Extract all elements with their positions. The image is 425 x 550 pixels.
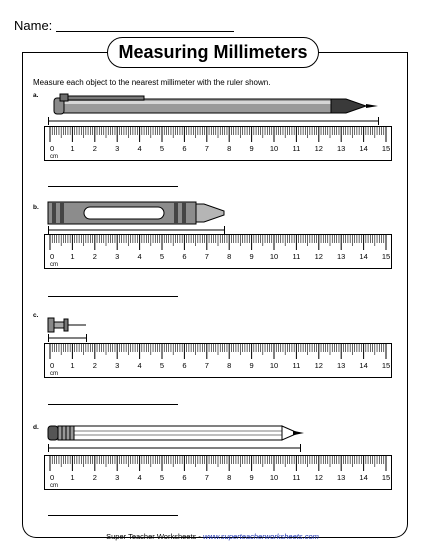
answer-line-a[interactable]	[48, 186, 178, 187]
ruler-label: 11	[292, 473, 301, 482]
instructions: Measure each object to the nearest millimeter with the ruler shown.	[33, 78, 271, 87]
ruler-label: 5	[159, 473, 165, 482]
ruler-label: 0	[50, 252, 55, 261]
ruler-unit: cm	[50, 262, 58, 268]
ruler-label: 5	[159, 252, 165, 261]
ruler-label: 6	[182, 252, 187, 261]
ruler-label: 9	[249, 144, 254, 153]
ruler-label: 15	[381, 361, 391, 370]
ruler-label: 1	[70, 252, 75, 261]
ruler-label: 11	[292, 252, 301, 261]
measure-line-d	[48, 444, 304, 452]
ruler-label: 7	[204, 361, 209, 370]
pen-image	[46, 92, 382, 118]
pencil-image	[46, 422, 308, 444]
ruler-label: 1	[70, 473, 75, 482]
ruler-label: 13	[337, 144, 346, 153]
ruler-label: 1	[70, 361, 75, 370]
ruler-label: 10	[269, 361, 279, 370]
ruler-label: 14	[359, 473, 368, 482]
ruler-label: 0	[50, 144, 55, 153]
ruler-label: 2	[92, 473, 97, 482]
ruler-label: 4	[137, 473, 142, 482]
ruler-label: 15	[381, 144, 391, 153]
ruler-label: 14	[359, 252, 368, 261]
ruler-label: 3	[115, 144, 120, 153]
ruler-label: 12	[314, 473, 323, 482]
ruler-label: 6	[182, 361, 187, 370]
crayon-image	[46, 199, 228, 227]
ruler-label: 13	[337, 252, 346, 261]
ruler-label: 11	[292, 361, 301, 370]
footer	[0, 532, 425, 541]
ruler-label: 12	[314, 252, 323, 261]
ruler-label: 7	[204, 144, 209, 153]
ruler-label: 13	[337, 473, 346, 482]
question-label-d: d.	[33, 424, 39, 431]
ruler-unit: cm	[50, 154, 58, 160]
ruler-label: 8	[227, 252, 232, 261]
ruler-c	[44, 343, 392, 378]
answer-line-b[interactable]	[48, 296, 178, 297]
ruler-label: 2	[92, 252, 97, 261]
ruler-label: 10	[269, 252, 279, 261]
ruler-label: 11	[292, 144, 301, 153]
ruler-label: 6	[182, 473, 187, 482]
ruler-label: 12	[314, 144, 323, 153]
ruler-label: 4	[137, 144, 142, 153]
ruler-label: 6	[182, 144, 187, 153]
ruler-label: 4	[137, 361, 142, 370]
title-rule-left	[22, 52, 108, 53]
answer-line-d[interactable]	[48, 515, 178, 516]
ruler-label: 1	[70, 144, 75, 153]
answer-line-c[interactable]	[48, 404, 178, 405]
footer-brand: Super Teacher Worksheets -	[106, 532, 203, 541]
measure-line-a	[48, 117, 380, 125]
ruler-label: 0	[50, 473, 55, 482]
page-title: Measuring Millimeters	[107, 37, 319, 68]
ruler-label: 5	[159, 144, 165, 153]
ruler-label: 3	[115, 361, 120, 370]
ruler-unit: cm	[50, 371, 58, 377]
ruler-label: 12	[314, 361, 323, 370]
ruler-label: 4	[137, 252, 142, 261]
ruler-label: 5	[159, 361, 165, 370]
ruler-label: 9	[249, 361, 254, 370]
ruler-b	[44, 234, 392, 269]
ruler-unit: cm	[50, 483, 58, 489]
question-label-a: a.	[33, 92, 39, 99]
ruler-label: 14	[359, 144, 368, 153]
ruler-label: 3	[115, 473, 120, 482]
ruler-label: 15	[381, 473, 391, 482]
measure-line-c	[48, 334, 88, 342]
ruler-label: 14	[359, 361, 368, 370]
ruler-label: 0	[50, 361, 55, 370]
ruler-label: 15	[381, 252, 391, 261]
question-label-b: b.	[33, 204, 39, 211]
ruler-label: 7	[204, 252, 209, 261]
ruler-label: 2	[92, 361, 97, 370]
ruler-label: 9	[249, 473, 254, 482]
footer-link[interactable]: www.superteacherworksheets.com	[202, 532, 319, 541]
pushpin-image	[46, 316, 92, 336]
ruler-label: 2	[92, 144, 97, 153]
ruler-label: 10	[269, 144, 279, 153]
measure-line-b	[48, 226, 230, 234]
ruler-label: 3	[115, 252, 120, 261]
question-label-c: c.	[33, 312, 39, 319]
ruler-a	[44, 126, 392, 161]
title-rule-right	[318, 52, 408, 53]
name-line	[56, 31, 234, 32]
ruler-label: 10	[269, 473, 279, 482]
name-label: Name:	[14, 18, 53, 33]
ruler-label: 8	[227, 473, 232, 482]
ruler-label: 8	[227, 144, 232, 153]
ruler-label: 7	[204, 473, 209, 482]
ruler-label: 13	[337, 361, 346, 370]
ruler-label: 9	[249, 252, 254, 261]
ruler-label: 8	[227, 361, 232, 370]
ruler-d	[44, 455, 392, 490]
